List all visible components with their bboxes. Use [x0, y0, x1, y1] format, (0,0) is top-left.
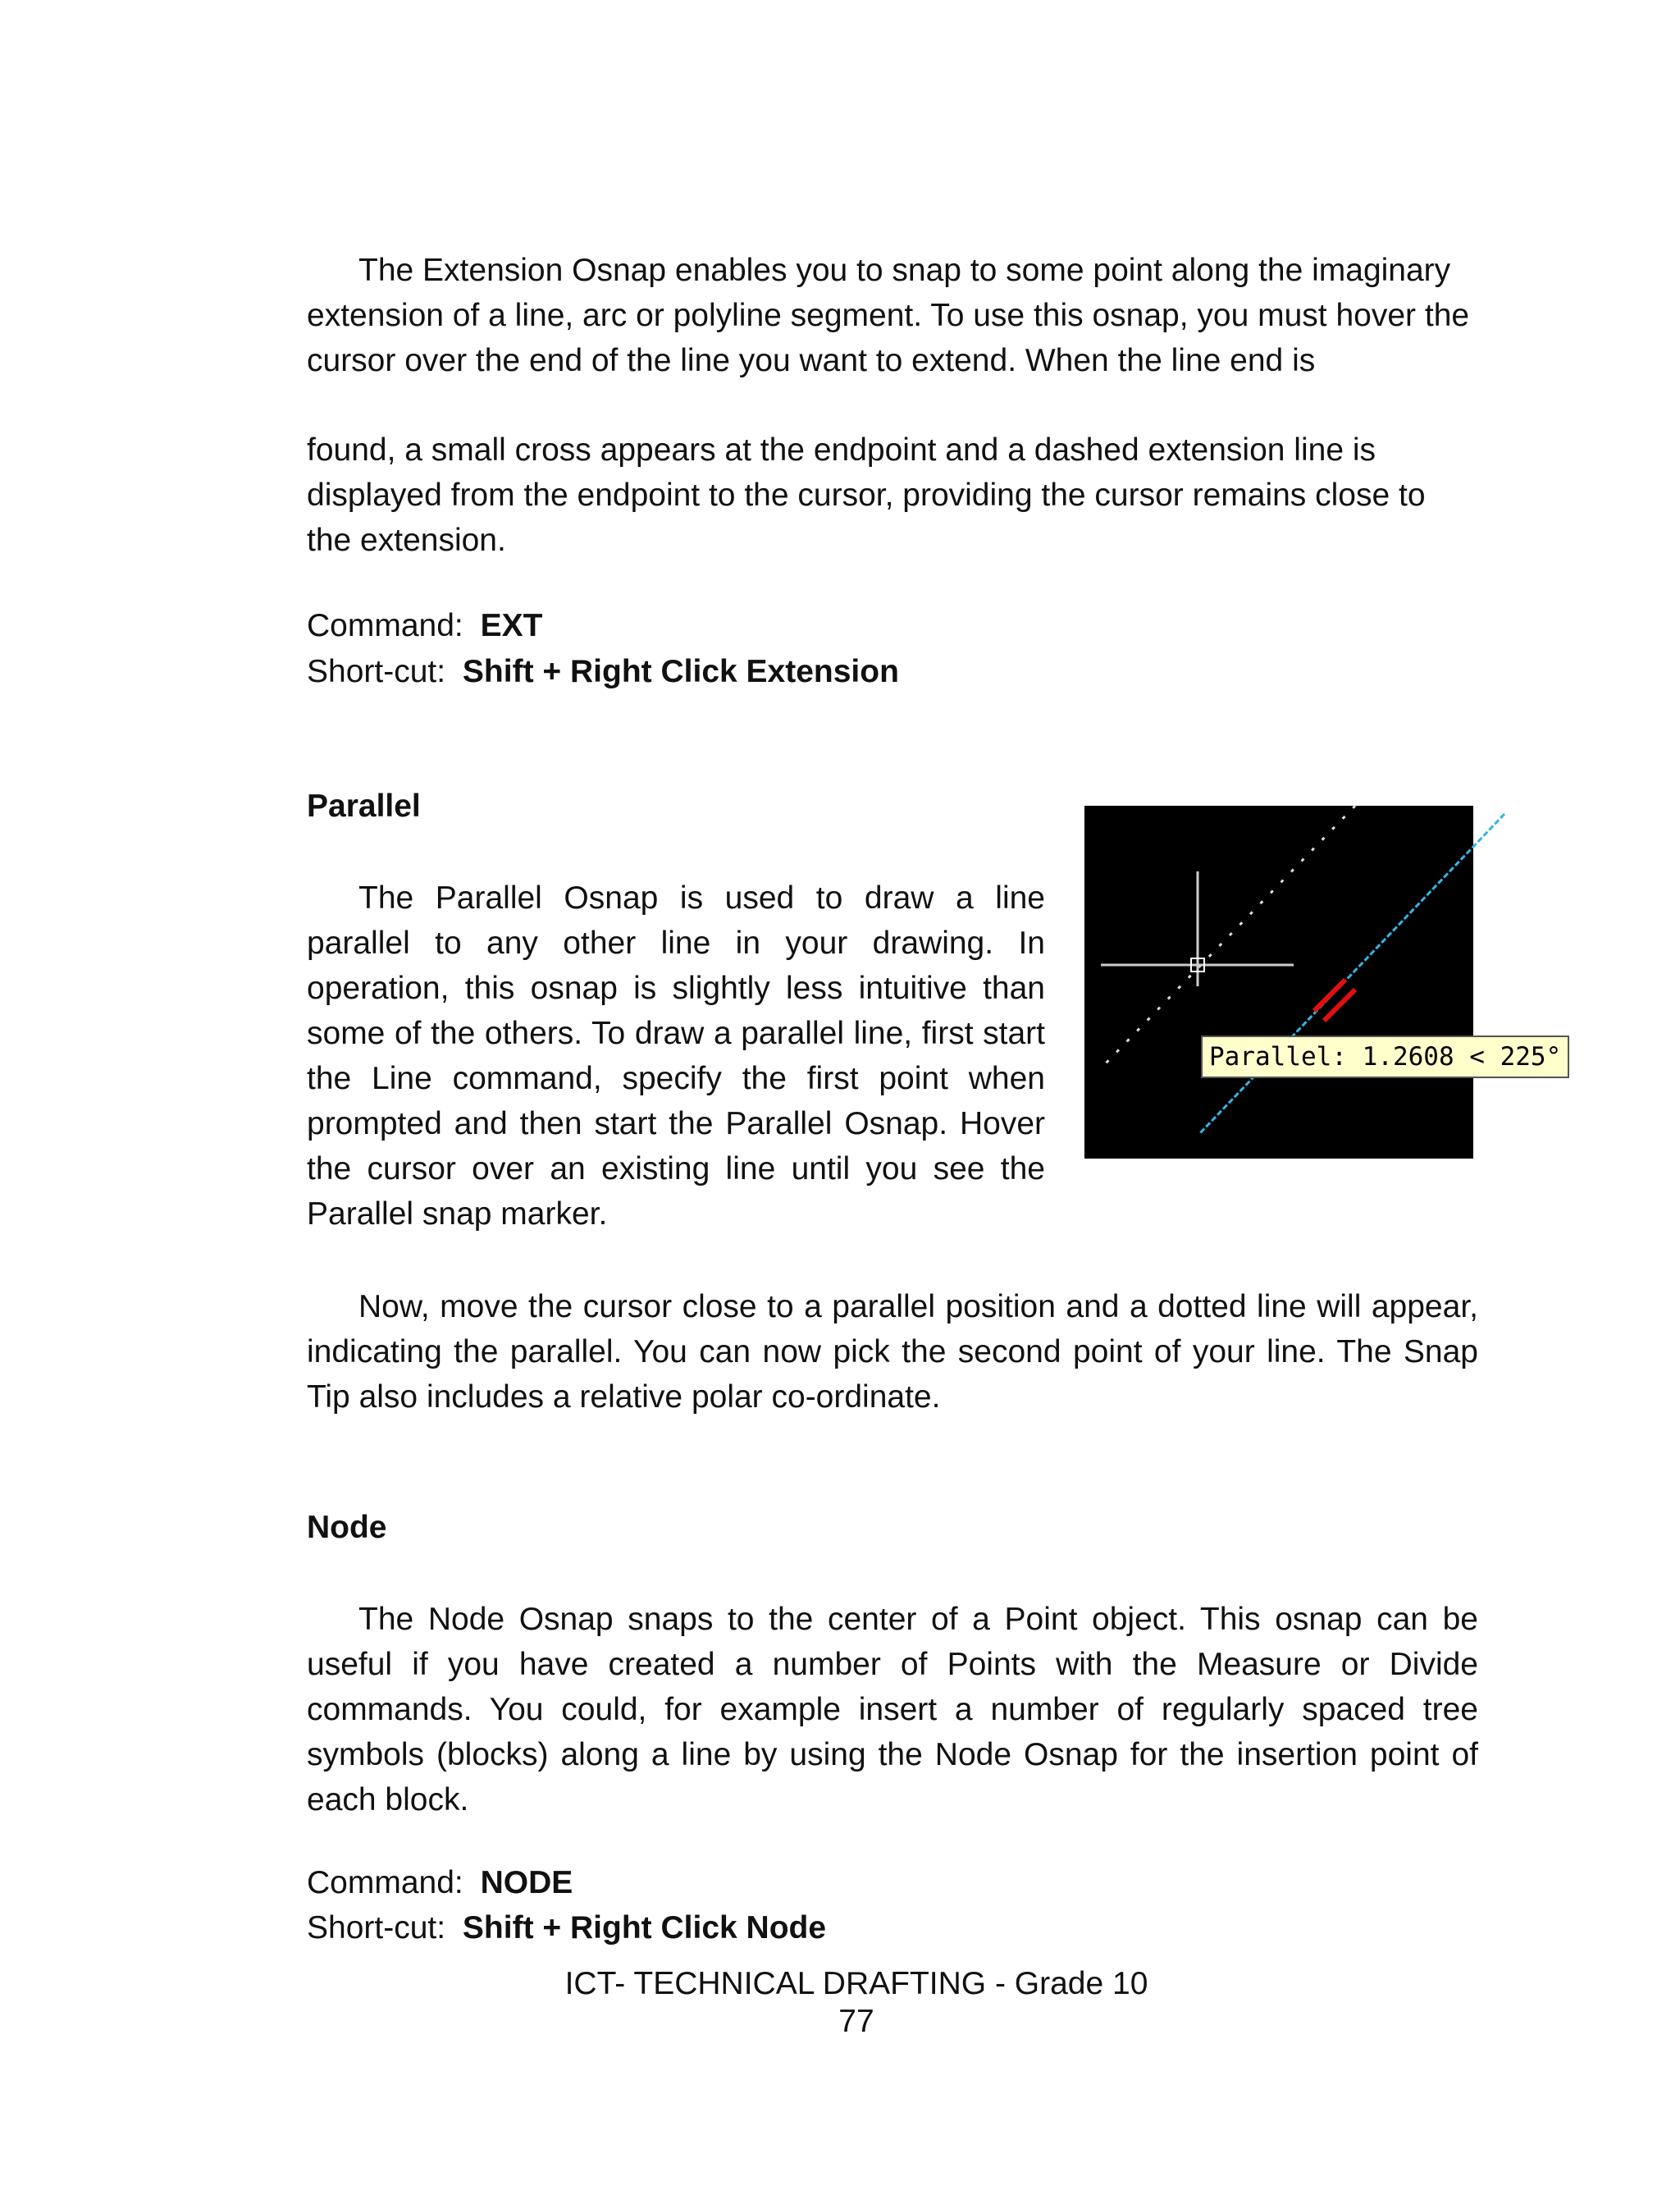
parallel-paragraph-2: Now, move the cursor close to a parallel position and a dotted line will appear, indicating the parallel. You can now pick the second point of your line. The Snap Tip also includes a relative polar co-ordinate.: [307, 1289, 1478, 1415]
node-heading: Node: [307, 1510, 387, 1545]
parallel-osnap-illustration: [1084, 806, 1511, 1159]
extension-paragraph-2: found, a small cross appears at the endpoint and a dashed extension line is displayed from the endpoint to the cursor, providing the cursor remains close to the extension.: [307, 432, 1426, 558]
extension-paragraph-1: The Extension Osnap enables you to snap to some point along the imaginary extension of a line, arc or polyline segment. To use this osnap, you must hover the cursor over the end of the line you want to extend. When the line end is: [307, 253, 1470, 378]
node-command: [307, 1860, 573, 1905]
extension-shortcut: [307, 649, 899, 694]
parallel-paragraph-1: The Parallel Osnap is used to draw a line parallel to any other line in your drawing. In operation, this osnap is slightly less intuitive than some of the others. To draw a parallel line, first start the Line command, specify the first point when prompted and then start the Parallel Osnap. Hover the cursor over an existing line until you see the Parallel snap marker.: [307, 880, 1045, 1232]
shortcut-value: Shift + Right Click Node: [462, 1910, 827, 1945]
command-label: Command:: [307, 608, 463, 643]
node-paragraph: The Node Osnap snaps to the center of a Point object. This osnap can be useful if you have created a number of Points with the Measure or Divide commands. You could, for example insert a number of regularly spaced tree symbols (blocks) along a line by using the Node Osnap for the insertion point of each block.: [307, 1602, 1478, 1817]
existing-line: [1199, 814, 1504, 1134]
command-value: NODE: [480, 1865, 573, 1900]
parallel-snap-marker: [1314, 980, 1355, 1021]
shortcut-label: Short-cut:: [307, 1910, 446, 1945]
snap-tip-text: Parallel: 1.2608 < 225°: [1209, 1042, 1562, 1072]
command-value: EXT: [480, 608, 543, 643]
node-shortcut: [307, 1905, 826, 1950]
parallel-osnap-figure: [1084, 806, 1562, 1159]
command-label: Command:: [307, 1865, 463, 1900]
parallel-heading: Parallel: [307, 789, 421, 824]
footer-course-title: ICT- TECHNICAL DRAFTING - Grade 10: [564, 1966, 1148, 2001]
dotted-parallel-line: [1101, 806, 1355, 1068]
shortcut-label: Short-cut:: [307, 654, 446, 689]
page-number: 77: [838, 2004, 874, 2039]
shortcut-value: Shift + Right Click Extension: [462, 654, 899, 689]
snap-tip-tooltip: [1201, 1036, 1569, 1078]
extension-command: [307, 603, 542, 648]
